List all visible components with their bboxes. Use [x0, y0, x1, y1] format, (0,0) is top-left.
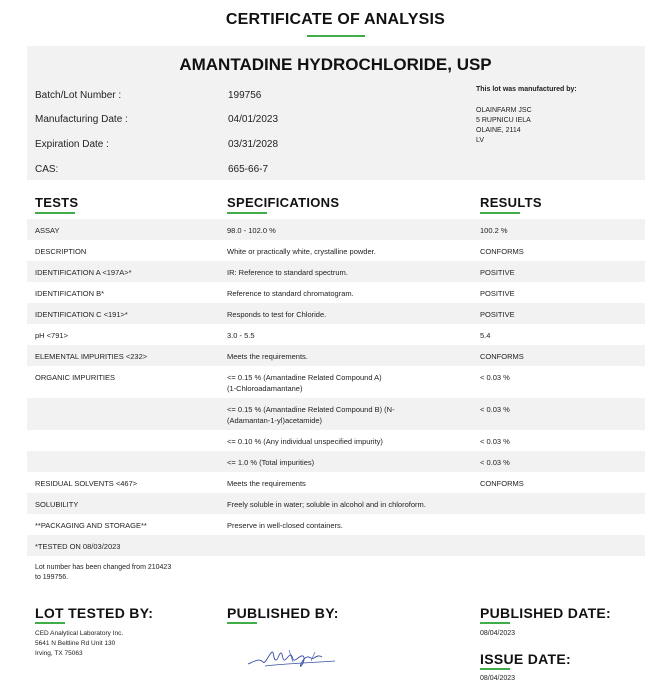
results-underline	[480, 212, 520, 214]
spec-cell: IR: Reference to standard spectrum.	[227, 268, 348, 277]
result-cell: POSITIVE	[480, 289, 515, 298]
result-cell: 5.4	[480, 331, 491, 340]
issue-date-underline	[480, 668, 510, 670]
spec-cell: <= 0.10 % (Any individual unspecified impurity)	[227, 437, 383, 446]
spec-cell: Preserve in well-closed containers.	[227, 521, 343, 530]
note-line-1: Lot number has been changed from 210423	[35, 564, 172, 571]
result-cell: < 0.03 %	[480, 373, 510, 382]
manufacturer-address	[476, 106, 532, 146]
specifications-header: SPECIFICATIONS	[227, 195, 340, 210]
batch-value: 199756	[228, 90, 262, 101]
test-cell: ORGANIC IMPURITIES	[35, 373, 116, 382]
spec-cell-continuation: (Adamantan-1-yl)acetamide)	[227, 416, 323, 425]
manufacturer-heading: This lot was manufactured by:	[476, 86, 577, 93]
signature-image	[245, 642, 340, 670]
result-cell: < 0.03 %	[480, 437, 510, 446]
spec-cell: Meets the requirements.	[227, 352, 308, 361]
lot-change-note	[35, 563, 171, 583]
test-cell: **PACKAGING AND STORAGE**	[35, 521, 147, 530]
tests-underline	[35, 212, 75, 214]
manufacturer-line-1: OLAINFARM JSC	[476, 107, 532, 114]
cas-label: CAS:	[35, 164, 59, 175]
issue-date-value: 08/04/2023	[480, 675, 516, 682]
test-cell: DESCRIPTION	[35, 247, 87, 256]
manufacturer-line-4: LV	[476, 137, 485, 144]
mfg-date-value: 04/01/2023	[228, 114, 279, 125]
result-cell: < 0.03 %	[480, 458, 510, 467]
lab-line-3: Irving, TX 75063	[35, 650, 83, 657]
published-by-heading: PUBLISHED BY:	[227, 605, 339, 621]
result-cell: POSITIVE	[480, 310, 515, 319]
published-date-underline	[480, 622, 510, 624]
test-cell: *TESTED ON 08/03/2023	[35, 542, 121, 551]
spec-cell: Freely soluble in water; soluble in alcohol and in chloroform.	[227, 500, 426, 509]
spec-cell: Responds to test for Chloride.	[227, 310, 327, 319]
document-title: CERTIFICATE OF ANALYSIS	[225, 11, 446, 28]
manufacturer-line-2: 5 RUPNICU IELA	[476, 117, 531, 124]
result-cell: CONFORMS	[480, 352, 524, 361]
published-date-heading: PUBLISHED DATE:	[480, 605, 612, 621]
exp-date-label: Expiration Date :	[35, 139, 109, 150]
spec-cell: <= 1.0 % (Total impurities)	[227, 458, 315, 467]
lot-tested-underline	[35, 622, 65, 624]
test-cell: IDENTIFICATION A <197A>*	[35, 268, 132, 277]
note-line-2: to 199756.	[35, 574, 69, 581]
specifications-underline	[227, 212, 267, 214]
spec-cell-continuation: (1-Chloroadamantane)	[227, 384, 303, 393]
spec-cell: <= 0.15 % (Amantadine Related Compound A)	[227, 373, 382, 382]
lot-tested-heading: LOT TESTED BY:	[35, 605, 154, 621]
published-by-underline	[227, 622, 257, 624]
spec-cell: 98.0 - 102.0 %	[227, 226, 276, 235]
result-cell: < 0.03 %	[480, 405, 510, 414]
batch-label: Batch/Lot Number :	[35, 90, 122, 101]
issue-date-heading: ISSUE DATE:	[480, 651, 571, 667]
result-cell: CONFORMS	[480, 247, 524, 256]
title-underline	[307, 35, 365, 37]
table-row-band	[27, 451, 645, 472]
test-cell: IDENTIFICATION C <191>*	[35, 310, 128, 319]
result-cell: CONFORMS	[480, 479, 524, 488]
test-cell: ASSAY	[35, 226, 60, 235]
cas-value: 665-66-7	[228, 164, 269, 175]
test-cell: IDENTIFICATION B*	[35, 289, 105, 298]
manufacturer-line-3: OLAINE, 2114	[476, 127, 521, 134]
test-cell: pH <791>	[35, 331, 68, 340]
table-row-band	[27, 398, 645, 430]
test-cell: SOLUBILITY	[35, 500, 79, 509]
result-cell: POSITIVE	[480, 268, 515, 277]
lab-line-2: 5641 N Beltline Rd Unit 130	[35, 640, 116, 647]
results-header: RESULTS	[480, 195, 542, 210]
mfg-date-label: Manufacturing Date :	[35, 114, 128, 125]
table-row-band	[27, 219, 645, 240]
product-name: AMANTADINE HYDROCHLORIDE, USP	[179, 55, 492, 74]
spec-cell: 3.0 - 5.5	[227, 331, 255, 340]
test-cell: RESIDUAL SOLVENTS <467>	[35, 479, 138, 488]
lab-address	[35, 629, 123, 659]
spec-cell: Reference to standard chromatogram.	[227, 289, 354, 298]
published-date-value: 08/04/2023	[480, 630, 516, 637]
spec-cell: <= 0.15 % (Amantadine Related Compound B) (N-	[227, 405, 395, 414]
lab-line-1: CED Analytical Laboratory Inc.	[35, 630, 124, 637]
result-cell: 100.2 %	[480, 226, 508, 235]
spec-cell: White or practically white, crystalline powder.	[227, 247, 376, 256]
tests-header: TESTS	[35, 195, 79, 210]
spec-cell: Meets the requirements	[227, 479, 306, 488]
test-cell: ELEMENTAL IMPURITIES <232>	[35, 352, 148, 361]
exp-date-value: 03/31/2028	[228, 139, 279, 150]
